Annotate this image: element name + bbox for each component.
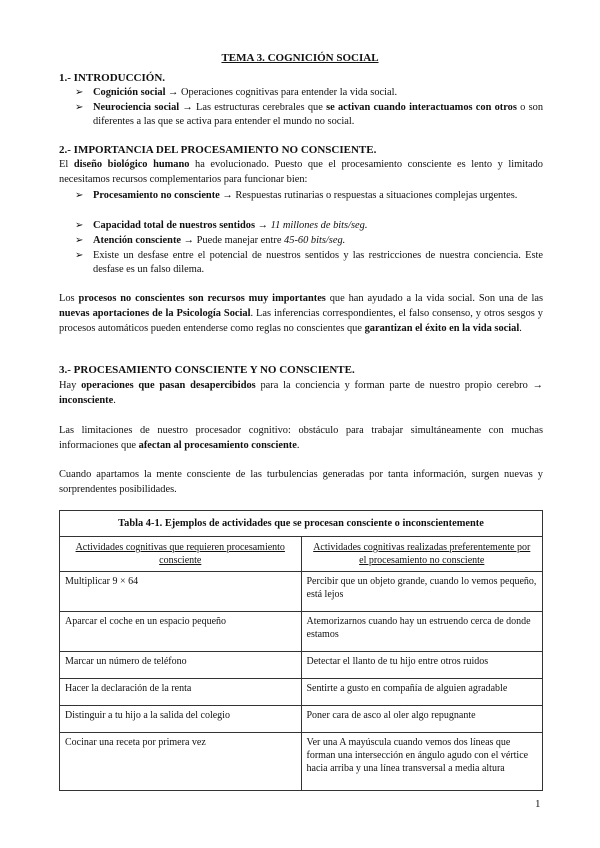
bullet-cognicion-social: ➢ Cognición social → Operaciones cognitivas para entender la vida social. <box>75 87 398 98</box>
table-cell: Atemorizarnos cuando hay un estruendo cerca de donde estamos <box>301 612 543 652</box>
table-cell: Poner cara de asco al oler algo repugnante <box>301 706 543 733</box>
bullet-capacidad-sentidos: ➢ Capacidad total de nuestros sentidos → 11 millones de bits/seg. <box>75 220 368 231</box>
section-3-paragraph-3: Cuando apartamos la mente consciente de las turbulencias generadas por tanta información, surgen nuevas y sorprendentes posibilidades. <box>59 469 543 495</box>
table-cell: Multiplicar 9 × 64 <box>60 572 302 612</box>
table-cell: Detectar el llanto de tu hijo entre otros ruidos <box>301 652 543 679</box>
bullet-arrow-icon: ➢ <box>75 190 84 201</box>
bullet-neurociencia-social: ➢ Neurociencia social → Las estructuras cerebrales que se activan cuando interactuamos con otros o son diferentes a las que se activa para entender el mundo no social. <box>75 102 544 127</box>
bullet-desfase: ➢ Existe un desfase entre el potencial de nuestros sentidos y las restricciones de nuestra conciencia. Este desfase es un falso dilema. <box>75 250 543 275</box>
table-row <box>60 612 543 652</box>
table-row <box>60 679 543 706</box>
table-header-conscious: Actividades cognitivas que requieren procesamiento consciente <box>60 537 302 572</box>
table-cell: Aparcar el coche en un espacio pequeño <box>60 612 302 652</box>
table-row <box>60 706 543 733</box>
page-number: 1 <box>535 798 541 810</box>
table-caption: Tabla 4-1. Ejemplos de actividades que se procesan consciente o inconscientemente <box>60 511 543 537</box>
table-header-nonconscious: Actividades cognitivas realizadas preferentemente por el procesamiento no consciente <box>301 537 543 572</box>
section-3-paragraph-2: Las limitaciones de nuestro procesador cognitivo: obstáculo para trabajar simultáneamente con muchas informaciones que afectan al procesamiento consciente. <box>59 425 543 451</box>
bullet-arrow-icon: ➢ <box>75 235 84 246</box>
bullet-arrow-icon: ➢ <box>75 102 84 113</box>
bullet-procesamiento-no-consciente: ➢ Procesamiento no consciente → Respuestas rutinarias o respuestas a situaciones complejas urgentes. <box>75 190 518 201</box>
table-row <box>60 572 543 612</box>
table-cell: Distinguir a tu hijo a la salida del colegio <box>60 706 302 733</box>
table-cell: Marcar un número de teléfono <box>60 652 302 679</box>
section-2-paragraph: Los procesos no conscientes son recursos muy importantes que han ayudado a la vida social. Son una de las nuevas aportaciones de la Psicología Social. Las inferencias correspondientes, el falso consenso, y otros sesgos y procesos automáticos pueden entenderse como reglas no conscientes que garantizan el éxito en la vida social. <box>59 293 544 334</box>
section-3-heading: 3.- PROCESAMIENTO CONSCIENTE Y NO CONSCIENTE. <box>59 364 355 376</box>
section-2-intro: El diseño biológico humano ha evolucionado. Puesto que el procesamiento consciente es lento y limitado necesitamos recursos complementarios para funcionar bien: <box>59 159 543 185</box>
section-3-paragraph-1: Hay operaciones que pasan desapercibidos para la conciencia y forman parte de nuestro propio cerebro → inconsciente. <box>59 380 543 406</box>
activities-table <box>59 510 543 791</box>
section-2-heading: 2.- IMPORTANCIA DEL PROCESAMIENTO NO CONSCIENTE. <box>59 144 377 156</box>
section-1-heading: 1.- INTRODUCCIÓN. <box>59 72 166 84</box>
document-title: TEMA 3. COGNICIÓN SOCIAL <box>221 52 379 64</box>
table-row <box>60 652 543 679</box>
table-row <box>60 733 543 791</box>
bullet-arrow-icon: ➢ <box>75 87 84 98</box>
table-cell: Ver una A mayúscula cuando vemos dos líneas que forman una intersección en ángulo agudo con el vértice hacia arriba y una línea transversal a media altura <box>301 733 543 791</box>
table-cell: Percibir que un objeto grande, cuando lo vemos pequeño, está lejos <box>301 572 543 612</box>
table-cell: Cocinar una receta por primera vez <box>60 733 302 791</box>
bullet-arrow-icon: ➢ <box>75 220 84 231</box>
table-cell: Sentirte a gusto en compañía de alguien agradable <box>301 679 543 706</box>
bullet-arrow-icon: ➢ <box>75 250 84 261</box>
bullet-atencion-consciente: ➢ Atención consciente → Puede manejar entre 45-60 bits/seg. <box>75 235 346 246</box>
table-cell: Hacer la declaración de la renta <box>60 679 302 706</box>
